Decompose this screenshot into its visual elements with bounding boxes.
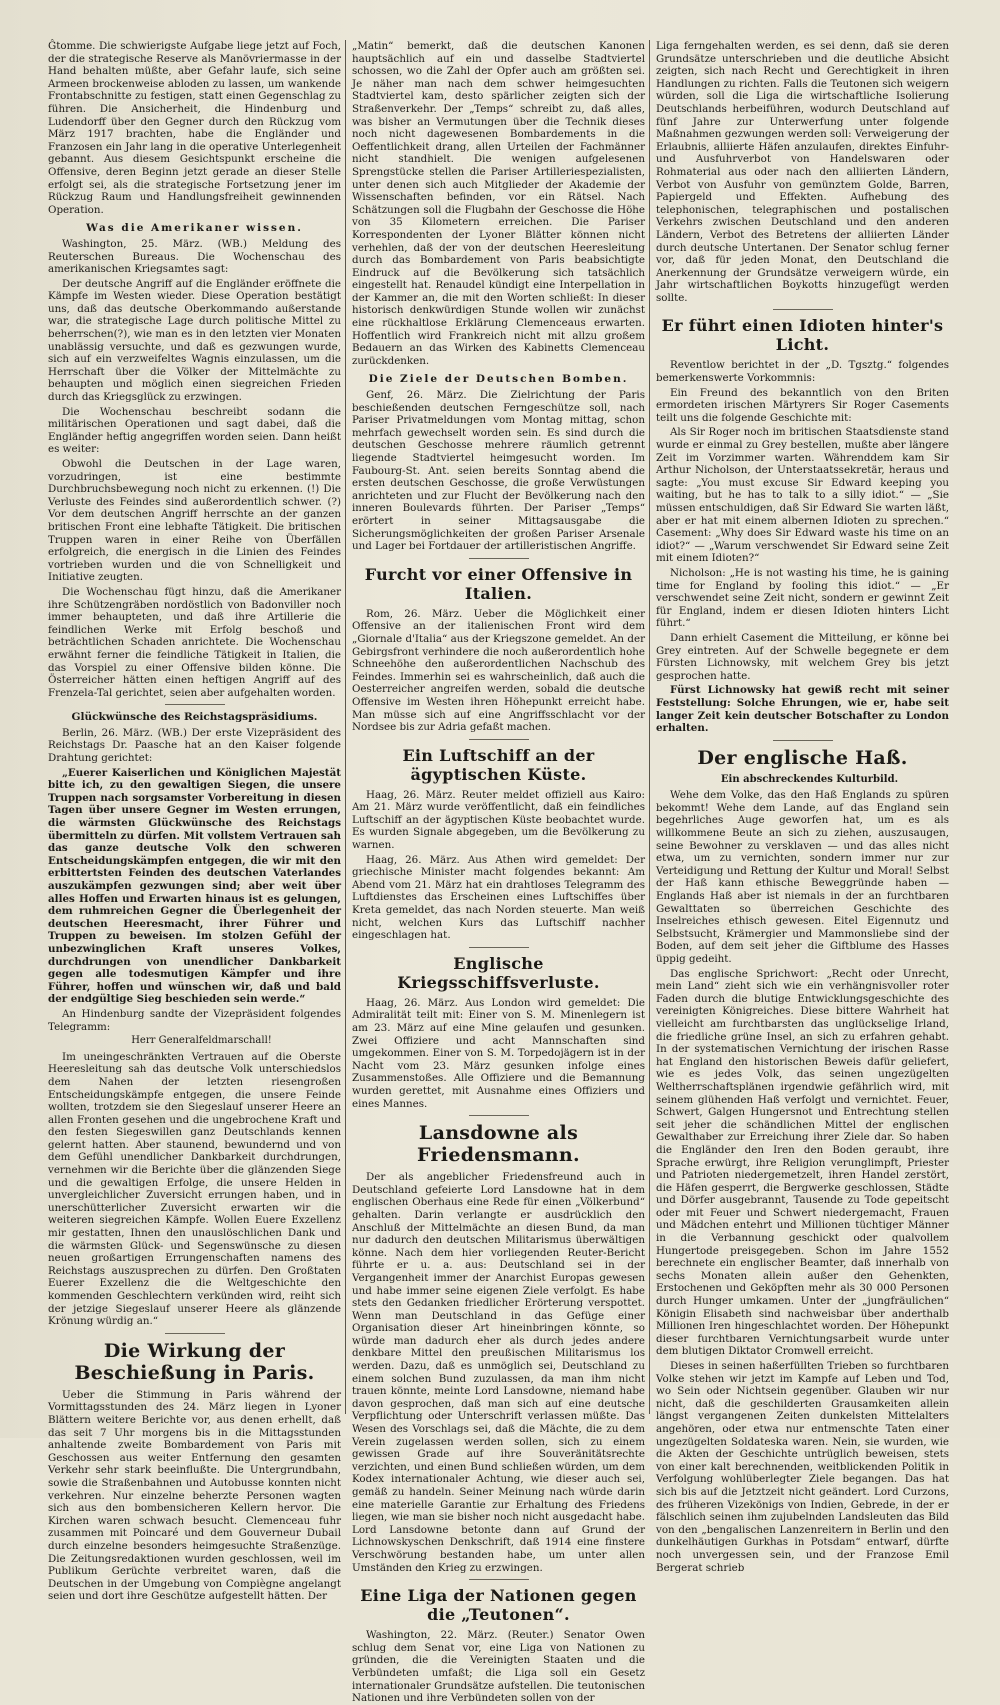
paragraph: „Euerer Kaiserlichen und Königlichen Majestät bitte ich, zu den gewaltigen Siegen, die unsere Truppen nach sorgsamster Vorbereitung in diesen Tagen über unsere Gegner im Westen errungen, die wärmsten Glückwünsche des Reichstags übermitteln zu dürfen. Mit vollstem Vertrauen sah das ganze deutsche Volk den schweren Entscheidungskämpfen entgegen, die wir mit den erbittertsten Feinden des deutschen Vaterlandes auszukämpfen gezwungen sind; aber weit über alles Hoffen und Erwarten hinaus ist es gelungen, dem ruhmreichen Gegner die Überlegenheit der deutschen Heeresmacht, ihrer Führer und Truppen zu beweisen. Im stolzen Gefühl der unbezwinglichen Kraft unseres Volkes, durchdrungen von unendlicher Dankbarkeit gegen alle todesmutigen Kämpfer und ihre Führer, hoffen und wünschen wir, daß und bald der endgültige Sieg beschieden sein werde.“ <box>48 766 341 1006</box>
column-rule <box>649 40 650 1414</box>
divider <box>469 947 529 948</box>
article-heading-amerikaner: Was die Amerikaner wissen. <box>86 222 303 235</box>
paragraph: Washington, 22. März. (Reuter.) Senator Owen schlug dem Senat vor, eine Liga von Nationen zu gründen, die die Vereinigten Staaten und die Verbündeten umfaßt; die Liga soll ein Gesetz internationaler Grundsätze aufstellen. Die teutonischen Nationen und ihre Verbündeten sollen von der <box>352 1629 645 1705</box>
column-3 <box>656 40 949 1574</box>
paragraph: Rom, 26. März. Ueber die Möglichkeit einer Offensive an der italienischen Front wird dem „Giornale d'Italia“ aus der Kriegszone gemeldet. An der Gebirgsfront verhindere die noch außerordentlich hohe Schneehöhe den außerordentlichen Nachschub des Feindes. Immerhin sei es wahrscheinlich, daß auch die Oesterreicher angreifen werden, sobald die deutsche Offensive im Westen ihren Höhepunkt erreicht habe. Man müsse sich auf eine Angriffsschlacht vor der Nordsee bis zur Adria gefaßt machen. <box>352 607 645 734</box>
paragraph: Das englische Sprichwort: „Recht oder Unrecht, mein Land“ zieht sich wie ein verhängnisvoller roter Faden durch die blutige Entwicklungsgeschichte des vereinigten Königreiches. Diese bittere Wahrheit hat vielleicht am furchtbarsten das unglückselige Irland, die friedliche grüne Insel, an sich zu erfahren gehabt. In der systematischen Vernichtung der irischen Rasse hat England den historischen Beweis dafür geliefert, wie es jedes Volk, das seinen ungezügelten Weltherrschaftsplänen irgendwie gefährlich wird, mit seinem glühenden Haß verfolgt und vernichtet. Feuer, Schwert, Galgen Hungersnot und Entrechtung stellen seit jeher die schändlichen Mittel der englischen Gewalthaber zur Erreichung ihrer Ziele dar. So haben die Engländer den Iren den Boden geraubt, ihre Sprache erwürgt, ihre Religion verunglimpft, Priester und Patrioten niedergemetzelt, ihren Handel zerstört, die Häfen gesperrt, die Bergwerke geschlossen, Städte und Dörfer ausgebrannt, Tausende zu Tode gepeitscht oder mit Feuer und Schwert niedergemacht, Frauen und Mädchen entehrt und Millionen tüchtiger Männer in die Verbannung geschickt oder qualvollem Hungertode preisgegeben. Schon im Jahre 1552 berechnete ein englischer Beamter, daß innerhalb von sechs Monaten allein außer den Gehenkten, Erstochenen und Geköpften mehr als 30 000 Personen durch Hunger umkamen. Unter der „jungfräulichen“ Königin Elisabeth sind nachweisbar über anderthalb Millionen Iren hingeschlachtet worden. Der Höhepunkt dieser furchtbaren Vernichtungsarbeit wurde unter dem blutigen Diktator Cromwell erreicht. <box>656 967 949 1358</box>
divider <box>469 1579 529 1580</box>
column-rule <box>345 40 346 1414</box>
paragraph: Als Sir Roger noch im britischen Staatsdienste stand wurde er einmal zu Grey bestellen, mußte aber längere Zeit im Vorzimmer warten. Währenddem kam Sir Arthur Nicholson, der Unterstaatssekretär, heraus und sagte: „You must excuse Sir Edward keeping you waiting, but he has to talk to a silly idiot.“ — „Sie müssen entschuldigen, daß Sir Edward Sie warten läßt, aber er hat mit einem albernen Idioten zu sprechen.“ Casement: „Why does Sir Edward waste his time on an idiot?“ — „Warum verschwendet Sir Edward seine Zeit mit einem Idioten?“ <box>656 426 949 565</box>
paragraph: Dieses in seinen haßerfüllten Trieben so furchtbaren Volke stehen wir jetzt im Kampfe auf Leben und Tod, wo Sein oder Nichtsein gegenüber. Glauben wir nur nicht, daß die geschilderten Grausamkeiten allein längst vergangenen Zeiten dunkelsten Mittelalters angehören, oder etwa nur entmenschte Taten einer ungezügelten Soldateska waren. Nein, sie wurden, wie die Akten der Geschichte untrüglich beweisen, stets von einer kalt berechnenden, weitblickenden Politik in Verfolgung wohlüberlegter Ziele begangen. Das hat sich bis auf die Jetztzeit nicht geändert. Lord Curzons, des früheren Vizekönigs von Indien, Gebrede, in der er fälschlich seinen ihm zujubelnden Landsleuten das Bild von den „bengalischen Lanzenreitern in Berlin und den dunkelhäutigen Gurkhas in Potsdam“ entwarf, dürfte noch unvergessen sein, und der Franzose Emil Bergerat schrieb <box>656 1360 949 1574</box>
article-heading-liga: Eine Liga der Nationen gegen die „Teutonen“. <box>360 1586 637 1625</box>
divider <box>773 309 833 310</box>
paragraph: Die Wochenschau beschreibt sodann die militärischen Operationen und sagt dabei, daß die Engländer heftig angegriffen worden seien. Dann heißt es weiter: <box>48 405 341 456</box>
paragraph: Ueber die Stimmung in Paris während der Vormittagsstunden des 24. März liegen in Lyoner Blättern weitere Berichte vor, aus denen erhellt, daß das seit 7 Uhr morgens bis in die Mittagsstunden anhaltende zweite Bombardement von Paris mit Geschossen aus weiter Entfernung den gesamten Verkehr sehr stark beeinflußte. Die Untergrundbahn, sowie die Straßenbahnen und Autobusse konnten nicht verkehren. Nur einzelne beherzte Personen wagten sich aus den bombensicheren Kellern hervor. Die Kirchen waren schwach besucht. Clemenceau fuhr zusammen mit Poincaré und dem Gouverneur Dubail durch einzelne besonders heimgesuchte Straßenzüge. Die Zeitungsredaktionen wurden geschlossen, weil im Publikum Gerüchte verbreitet waren, daß die Deutschen in der Umgebung von Compiègne angelangt seien und dort ihre Geschütze aufgestellt hätten. Der <box>48 1388 341 1603</box>
article-heading-luftschiff: Ein Luftschiff an der ägyptischen Küste. <box>402 745 595 784</box>
article-heading-hass: Der englische Haß. <box>697 746 908 769</box>
divider <box>469 739 529 740</box>
paragraph: Haag, 26. März. Reuter meldet offiziell aus Kairo: Am 21. März wurde veröffentlicht, daß ein feindliches Luftschiff an der ägyptischen Küste beobachtet wurde. Es wurden Signale abgegeben, um die Bevölkerung zu warnen. <box>352 788 645 852</box>
paragraph: Die Wochenschau fügt hinzu, daß die Amerikaner ihre Schützengräben nordöstlich von Badonviller noch immer behaupteten, und daß ihre Artillerie die feindlichen Werke mit Erfolg beschoß und beträchtlichen Schaden anrichtete. Die Wochenschau erwähnt ferner die feindliche Tätigkeit in Italien, die das Vorspiel zu einer Offensive bilden könne. Die Österreicher hätten einen heftigen Angriff auf des Frenzela-Tal gerichtet, seien aber aufgehalten worden. <box>48 585 341 699</box>
paragraph: Wehe dem Volke, das den Haß Englands zu spüren bekommt! Wehe dem Lande, auf das England sein begehrliches Auge geworfen hat, um es als willkommene Beute an sich zu ziehen, auszusaugen, seine Bewohner zu versklaven — und das alles nicht etwa, um zu vernichten, sondern immer nur zur Verteidigung und Rettung der Kultur und Moral! Selbst der Haß kann ethische Beweggründe haben — Englands Haß aber ist niemals in der an furchtbaren Gewalttaten so überreichen Geschichte des Inselreiches ethisch gewesen. Eitel Eigennutz und Selbstsucht, Krämergier und Mammonsliebe sind der Boden, auf dem seit jeher die Giftblume des Hasses üppig gedeiht. <box>656 789 949 965</box>
divider <box>165 1333 225 1334</box>
divider <box>773 740 833 741</box>
column-1 <box>48 40 341 1603</box>
paragraph: Haag, 26. März. Aus Athen wird gemeldet: Der griechische Minister macht folgendes bekannt: Am Abend vom 21. März hat ein drahtloses Telegramm des Luftdienstes das Erscheinen eines Luftschiffes über Kreta gemeldet, das nach Norden steuerte. Man weiß nicht, welchen Kurs das Luftschiff nachher eingeschlagen hat. <box>352 853 645 942</box>
paragraph: Washington, 25. März. (WB.) Meldung des Reuterschen Bureaus. Die Wochenschau des amerikanischen Kriegsamtes sagt: <box>48 237 341 276</box>
article-continuation: Liga ferngehalten werden, es sei denn, daß sie deren Grundsätze unterschrieben und die deutliche Absicht zeigten, sich nach Recht und Gerechtigkeit in ihren Handlungen zu richten. Falls die Teutonen sich weigern würden, soll die Liga die wirtschaftliche Isolierung Deutschlands herbeiführen, wodurch Deutschland auf fünf Jahre zur Unterwerfung unter folgende Maßnahmen gezwungen werden soll: Verweigerung der Erlaubnis, alliierte Häfen anzulaufen, direktes Einfuhr- und Ausfuhrverbot von Handelswaren oder Rohmaterial aus oder nach den alliierten Ländern, Verbot von Ausfuhr von gemünztem Golde, Barren, Papiergeld und Effekten. Aufhebung des telephonischen, telegraphischen und postalischen Verkehrs zwischen Deutschland und den anderen Ländern, Verbot des Betretens der alliierten Länder durch deutsche Untertanen. Der Senator schlug ferner vor, daß für jeden Monat, den Deutschland die Anerkennung der Grundsätze verweigern würde, ein Jahr wirtschaftlichen Boykotts hinzugefügt werden sollte. <box>656 40 949 304</box>
article-heading-glueckwuensche: Glückwünsche des Reichstagspräsidiums. <box>71 711 318 724</box>
paragraph: Ein Freund des bekanntlich von den Briten ermordeten irischen Märtyrers Sir Roger Casements teilt uns die folgende Geschichte mit: <box>656 386 949 424</box>
column-2 <box>352 40 645 1705</box>
paragraph: Der deutsche Angriff auf die Engländer eröffnete die Kämpfe im Westen wieder. Diese Operation bestätigt uns, daß das deutsche Oberkommando außerstande war, die strategische Lage durch politische Mittel zu beherrschen(?), wie man es in den letzten vier Monaten unablässig versuchte, und daß es gezwungen wurde, sich auf ein verzweifeltes Wagnis einzulassen, um die Herrschaft über die Völker der Mittelmächte zu behaupten und möglich einen siegreichen Frieden durch das Kriegsglück zu erzwingen. <box>48 277 341 404</box>
divider <box>469 558 529 559</box>
paragraph: Dann erhielt Casement die Mitteilung, er könne bei Grey eintreten. Auf der Schwelle begegnete er dem Fürsten Lichnowsky, mit welchem Grey bis jetzt gesprochen hatte. <box>656 631 949 682</box>
paragraph: Obwohl die Deutschen in der Lage waren, vorzudringen, ist eine bestimmte Durchbruchsbewegung noch nicht zu erkennen. (!) Die Verluste des Feindes sind außerordentlich schwer. (?) Vor dem deutschen Angriff herrschte an der ganzen britischen Front eine lebhafte Tätigkeit. Die britischen Truppen waren in einer Reihe von Überfällen erfolgreich, die energisch in die Linien des Feindes vortrieben wurden und die von Schnelligkeit und Initiative zeugten. <box>48 458 341 584</box>
paragraph: Im uneingeschränkten Vertrauen auf die Oberste Heeresleitung sah das deutsche Volk unterschiedslos dem Nahen der letzten riesengroßen Entscheidungskämpfe entgegen, die unsere Feinde wollten, trotzdem sie den Siegeslauf unserer Heere an allen Fronten gesehen und die ungebrochene Kraft und den festen Siegeswillen ganz Deutschlands kennen gelernt hatten. Aber staunend, bewundernd und von dem Gefühl unendlicher Dankbarkeit durchdrungen, vernehmen wir die Berichte über die glänzenden Siege und die gewaltigen Erfolge, die unsere Helden in unvergleichlicher Zuversicht errungen haben, und in unerschütterlicher Zuversicht erwarten wir die weiteren siegreichen Kämpfe. Wollen Euere Exzellenz mir gestatten, Ihnen den unauslöschlichen Dank und die wärmsten Glück- und Segenswünsche zu diesen neuen großartigen Errungenschaften namens des Reichstags auszusprechen zu dürfen. Den Großtaten Euerer Exzellenz die die Weltgeschichte den kommenden Geschlechtern verkünden wird, reiht sich der jetzige Siegeslauf unserer Heere als glänzende Krönung würdig an.“ <box>48 1050 341 1328</box>
article-continuation: „Matin“ bemerkt, daß die deutschen Kanonen hauptsächlich auf ein und dasselbe Stadtviertel schossen, wo die Zahl der Opfer auch am größten sei. Je näher man nach dem schwer heimgesuchten Stadtviertel kam, desto spärlicher zeigten sich der Straßenverkehr. Der „Temps“ schreibt zu, daß alles, was bisher an Vermutungen über die Technik dieses noch nicht dagewesenen Bombardements in die Oeffentlichkeit drang, allen Urteilen der Fachmänner nicht standhielt. Die wenigen aufgelesenen Sprengstücke stellen die Pariser Artilleriespezialisten, unter denen sich auch Mitglieder der Akademie der Wissenschaften befinden, vor ein Rätsel. Nach Schätzungen soll die Flugbahn der Geschosse die Höhe von 35 Kilometern erreichen. Die Pariser Korrespondenten der Lyoner Blätter können nicht verhehlen, daß der von der deutschen Heeresleitung durch das Bombardement von Paris beabsichtigte Eindruck auf die Bevölkerung sich tatsächlich eingestellt hat. Renaudel kündigt eine Interpellation in der Kammer an, die mit den Worten schließt: In dieser historisch denkwürdigen Stunde wollen wir zunächst eine rückhaltlose Erklärung Clemenceaus erwarten. Hoffentlich wird Frankreich nicht mit allzu großem Bedauern an das Wirken des Kabinetts Clemenceau zurückdenken. <box>352 40 645 367</box>
divider <box>165 704 225 705</box>
paragraph: Genf, 26. März. Die Zielrichtung der Paris beschießenden deutschen Ferngeschütze soll, nach Pariser Privatmeldungen vom Montag mittag, schon mehrfach gewechselt worden sein. Es sind durch die deutschen Geschosse mehrere räumlich getrennt liegende Stadtviertel heimgesucht worden. Im Faubourg-St. Ant. seien bereits Sonntag abend die ersten deutschen Geschosse, die große Verwüstungen anrichteten und zur Flucht der Bevölkerung nach den inneren Boulevards führten. Der Pariser „Temps“ erörtert in seiner Mittagsausgabe die Sicherungsmöglichkeiten der großen Pariser Arsenale und Lager bei Fortdauer der artilleristischen Angriffe. <box>352 389 645 553</box>
paragraph: Nicholson: „He is not wasting his time, he is gaining time for England by fooling this idiot.“ — „Er verschwendet seine Zeit nicht, sondern er gewinnt Zeit für England, indem er diesen Idioten hinters Licht führt.“ <box>656 566 949 630</box>
article-heading-italien: Furcht vor einer Offensive in Italien. <box>364 564 633 603</box>
paragraph: Der als angeblicher Friedensfreund auch in Deutschland gefeierte Lord Lansdowne hat in dem englischen Oberhaus eine Rede für einen „Völkerbund“ gehalten. Darin verlangte er ausdrücklich den Anschluß der Mittelmächte an diesen Bund, da man nur dadurch den deutschen Militarismus überwältigen könne. Nach dem hier vorliegenden Reuter-Bericht führte er u. a. aus: Deutschland sei in der Vergangenheit immer der Anarchist Europas gewesen und habe immer seine eigenen Ziele verfolgt. Es habe stets den Gedanken friedlicher Erörterung verspottet. Wenn man Deutschland in das Gefüge einer Organisation dieser Art hineinbringen könnte, so würde man dadurch eher als durch jedes andere denkbare Mittel den preußischen Militarismus los werden. Dazu, daß es unmöglich sei, Deutschland zu einem solchen Bund zuzulassen, da man ihm nicht trauen könnte, meinte Lord Lansdowne, niemand habe davon gesprochen, daß man sich auf eine deutsche Verpflichtung oder Unterschrift verlassen müßte. Das Wesen des Vorschlags sei, daß die Mächte, die zu dem Verein zugelassen werden sollen, sich zu einem gewissen Grade auf ihre Souveränitätsrechte verzichten, und einen Bund schließen würden, um dem Kodex internationaler Achtung, wie dieser auch sei, gemäß zu handeln. Seiner Meinung nach würde darin eine materielle Garantie zur Erhaltung des Friedens liegen, wie man sie bisher noch nicht ausgedacht habe. Lord Lansdowne betonte dann auf Grund der Lichnowskyschen Denkschrift, daß 1914 eine finstere Verschwörung bestanden habe, um unter allen Umständen den Krieg zu erzwingen. <box>352 1171 645 1574</box>
article-continuation: Ĝtomme. Die schwierigste Aufgabe liege jetzt auf Foch, der die strategische Reserve als Manövriermasse in der Hand behalten müßte, aber Gefahr laufe, sich seine Armeen brockenweise abloden zu lassen, um wankende Frontabschnitte zu festigen, statt einen Gegenschlag zu führen. Die Ansicherheit, die Hindenburg und Ludendorff über den Gegner durch den Rückzug vom März 1917 brachten, habe die Engländer und Franzosen ein Jahr lang in die operative Unterlegenheit gebannt. Aus diesem Gesichtspunkt erscheine die Offensive, deren Beginn jetzt gerade an dieser Stelle erfolgt sei, als die strategische Fortsetzung jener im Rückzug Raum und Handlungsfreiheit gewinnenden Operation. <box>48 40 341 216</box>
article-heading-idioten: Er führt einen Idioten hinter's Licht. <box>661 316 944 355</box>
divider <box>469 1115 529 1116</box>
paragraph: Berlin, 26. März. (WB.) Der erste Vizepräsident des Reichstags Dr. Paasche hat an den Kaiser folgende Drahtung gerichtet: <box>48 726 341 765</box>
article-subheading: Ein abschreckendes Kulturbild. <box>720 773 899 785</box>
paragraph: Reventlow berichtet in der „D. Tgsztg.“ folgendes bemerkenswerte Vorkommnis: <box>656 359 949 385</box>
article-heading-ziele: Die Ziele der Deutschen Bomben. <box>368 373 629 386</box>
salutation: Herr Generalfeldmarschall! <box>131 1035 272 1047</box>
paragraph: Fürst Lichnowsky hat gewiß recht mit seiner Feststellung: Solche Ehrungen, wie er, habe seit langer Zeit kein deutscher Botschafter zu London erhalten. <box>656 684 949 735</box>
paragraph: Haag, 26. März. Aus London wird gemeldet: Die Admiralität teilt mit: Einer von S. M. Minenlegern ist am 23. März auf eine Mine gelaufen und gesunken. Zwei Offiziere und acht Mannschaften sind umgekommen. Einer von S. M. Torpedojägern ist in der Nacht vom 23. März gesunken infolge eines Zusammenstoßes. Alle Offiziere und die Bemannung wurden gerettet, mit Ausnahme eines Offiziers und eines Mannes. <box>352 996 645 1110</box>
paragraph: An Hindenburg sandte der Vizepräsident folgendes Telegramm: <box>48 1007 341 1033</box>
article-heading-kriegsschiffsverluste: Englische Kriegsschiffsverluste. <box>397 953 600 992</box>
article-heading-paris: Die Wirkung der Beschießung in Paris. <box>74 1339 315 1384</box>
article-heading-lansdowne: Lansdowne als Friedensmann. <box>417 1122 580 1167</box>
